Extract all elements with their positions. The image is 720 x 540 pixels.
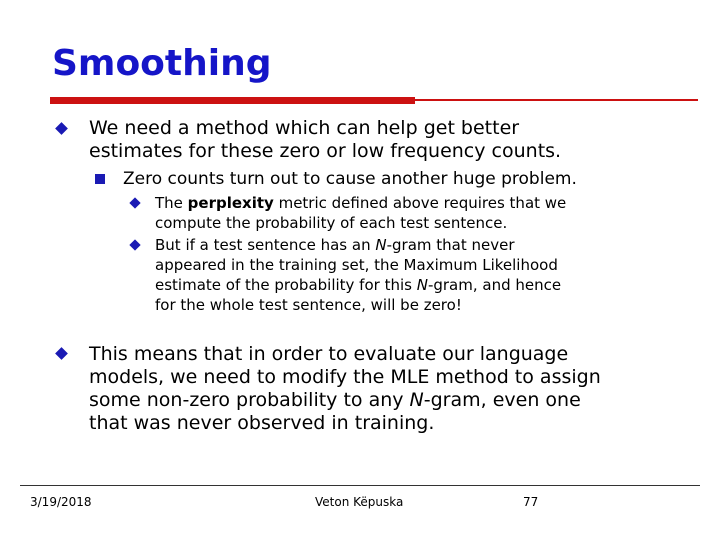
diamond-bullet-icon	[55, 122, 68, 135]
footer-page-number: 77	[523, 495, 539, 509]
subsub-2-line-2: appeared in the training set, the Maximum Likelihood	[155, 256, 558, 274]
footer-divider	[20, 485, 700, 486]
subsub-2-line-3-post: -gram, and hence	[427, 276, 562, 294]
n-italic: N	[409, 389, 424, 411]
footer-date: 3/19/2018	[30, 495, 92, 509]
subsub-bullet-1-text	[155, 193, 566, 233]
subsub-2-line-3-pre: estimate of the probability for this	[155, 276, 417, 294]
title-underline-thin	[415, 99, 698, 101]
diamond-bullet-icon	[129, 239, 140, 250]
title-underline-thick	[50, 97, 415, 104]
sub-bullet-1-text: Zero counts turn out to cause another huge problem.	[123, 169, 577, 189]
bullet-2-line-3-post: -gram, even one	[423, 389, 581, 411]
subsub-2-post: -gram that never	[386, 236, 515, 254]
subsub-1-pre: The	[155, 194, 188, 212]
diamond-bullet-icon	[55, 347, 68, 360]
diamond-bullet-icon	[129, 197, 140, 208]
subsub-2-pre: But if a test sentence has an	[155, 236, 376, 254]
perplexity-term: perplexity	[187, 194, 274, 212]
bullet-1-line-1: We need a method which can help get better	[89, 117, 520, 139]
n-italic: N	[416, 276, 428, 294]
subsub-1-line-2: compute the probability of each test sentence.	[155, 214, 508, 232]
bullet-2-line-2: models, we need to modify the MLE method to assign	[89, 366, 601, 388]
footer-author: Veton Këpuska	[315, 495, 404, 509]
bullet-1-text	[89, 117, 561, 163]
n-italic: N	[375, 236, 387, 254]
subsub-bullet-2-text	[155, 235, 561, 315]
subsub-1-post: metric defined above requires that we	[273, 194, 567, 212]
bullet-2-line-4: that was never observed in training.	[89, 412, 435, 434]
bullet-1-line-2: estimates for these zero or low frequency counts.	[89, 140, 562, 162]
bullet-2-text	[89, 343, 601, 435]
bullet-2-line-3-pre: some non-zero probability to any	[89, 389, 410, 411]
bullet-2-line-1: This means that in order to evaluate our language	[89, 343, 569, 365]
slide-title: Smoothing	[52, 43, 272, 84]
subsub-2-line-4: for the whole test sentence, will be zero!	[155, 296, 462, 314]
square-bullet-icon	[95, 174, 105, 184]
